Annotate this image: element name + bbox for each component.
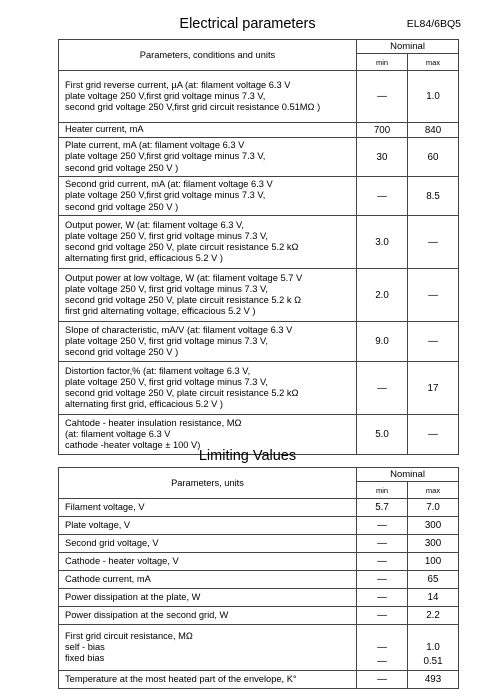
parameter-text: Filament voltage, V [65, 501, 145, 512]
parameter-text: second grid voltage 250 V,first grid circuit resistance 0.51MΩ ) [65, 102, 321, 113]
parameter-text: second grid voltage 250 V, plate circuit resistance 5.2 k Ω [65, 295, 302, 305]
limiting-values-title: Limiting Values [198, 448, 297, 464]
parameter-cell [59, 269, 357, 322]
value-min: — [357, 535, 408, 553]
value-min [357, 625, 408, 671]
value-min: — [357, 177, 408, 216]
parameter-text: Second grid voltage, V [65, 537, 159, 548]
value-max: 2.2 [408, 607, 459, 625]
parameter-text: plate voltage 250 V,first grid voltage minus 7.3 V, [65, 151, 266, 162]
parameter-text: Cathode - heater voltage, V [65, 555, 179, 566]
column-header-nominal: Nominal [357, 40, 459, 54]
value-min: — [357, 362, 408, 415]
value-text [357, 627, 407, 641]
value-min: 5.7 [357, 499, 408, 517]
table-row [59, 177, 459, 216]
value-min: 2.0 [357, 269, 408, 322]
parameter-text: plate voltage 250 V, first grid voltage minus 7.3 V, [65, 283, 268, 294]
value-max: — [408, 269, 459, 322]
value-max: 493 [408, 671, 459, 689]
parameter-cell [59, 499, 357, 517]
table-row [59, 625, 459, 671]
parameter-cell [59, 625, 357, 671]
parameter-text: first grid alternating voltage, efficacious 5.2 V ) [65, 306, 256, 317]
parameter-text: Cahtode - heater insulation resistance, MΩ [65, 417, 242, 428]
parameter-text: Plate voltage, V [65, 519, 131, 530]
table-row [59, 589, 459, 607]
parameter-cell [59, 517, 357, 535]
value-max: 300 [408, 517, 459, 535]
parameter-cell [59, 589, 357, 607]
value-min: — [357, 607, 408, 625]
table-row [59, 571, 459, 589]
table-row [59, 138, 459, 177]
value-text: — [377, 655, 387, 667]
column-header-parameters: Parameters, conditions and units [59, 40, 357, 71]
value-min: — [357, 671, 408, 689]
parameter-cell [59, 535, 357, 553]
limiting-values-table [58, 467, 459, 689]
parameter-text: (at: filament voltage 6.3 V [65, 428, 171, 439]
table-row [59, 269, 459, 322]
value-text: 1.0 [426, 641, 440, 653]
parameter-text: Power dissipation at the second grid, W [65, 609, 229, 620]
parameter-cell [59, 138, 357, 177]
value-max: 14 [408, 589, 459, 607]
page-title: Electrical parameters [179, 16, 316, 32]
parameter-text: Distortion factor,% (at: filament voltage 6.3 V, [65, 365, 251, 376]
parameter-text: alternating first grid, efficacious 5.2 V ) [65, 399, 223, 410]
table-row [59, 362, 459, 415]
parameter-text: Second grid current, mA (at: filament voltage 6.3 V [65, 179, 273, 190]
value-min: — [357, 517, 408, 535]
value-max: 17 [408, 362, 459, 415]
parameter-text: First grid circuit resistance, MΩ [65, 630, 193, 641]
parameter-text: Power dissipation at the plate, W [65, 591, 201, 602]
model-code: EL84/6BQ5 [406, 18, 461, 30]
value-min: — [357, 571, 408, 589]
column-header-min: min [357, 54, 408, 71]
value-max: 100 [408, 553, 459, 571]
table-row [59, 517, 459, 535]
parameter-text: Output power, W (at: filament voltage 6.3 V, [65, 219, 244, 230]
parameter-text: fixed bias [65, 653, 105, 664]
value-text: 0.51 [423, 655, 443, 667]
table-row [59, 607, 459, 625]
table-row [59, 535, 459, 553]
column-header-max: max [408, 54, 459, 71]
table-row [59, 671, 459, 689]
parameter-text: plate voltage 250 V, first grid voltage minus 7.3 V, [65, 335, 268, 346]
parameter-cell [59, 571, 357, 589]
column-header-min: min [357, 482, 408, 499]
table-row [59, 216, 459, 269]
parameter-text: plate voltage 250 V,first grid voltage minus 7.3 V, [65, 190, 266, 201]
value-max: 65 [408, 571, 459, 589]
parameter-cell [59, 123, 357, 138]
parameter-cell [59, 322, 357, 362]
table-row [59, 322, 459, 362]
parameter-cell [59, 607, 357, 625]
column-header-max: max [408, 482, 459, 499]
parameter-text: second grid voltage 250 V, plate circuit resistance 5.2 kΩ [65, 242, 299, 252]
value-min: — [357, 553, 408, 571]
parameter-text: second grid voltage 250 V ) [65, 162, 179, 173]
parameter-text: plate voltage 250 V,first grid voltage minus 7.3 V, [65, 90, 266, 101]
value-text [408, 627, 458, 641]
parameter-text: plate voltage 250 V, first grid voltage minus 7.3 V, [65, 230, 268, 241]
value-text: — [377, 641, 387, 653]
parameter-text: alternating first grid, efficacious 5.2 V ) [65, 253, 223, 264]
value-min: 9.0 [357, 322, 408, 362]
table-row [59, 553, 459, 571]
parameter-cell [59, 362, 357, 415]
value-min: 30 [357, 138, 408, 177]
value-min: 5.0 [357, 415, 408, 455]
value-min: 3.0 [357, 216, 408, 269]
table-row [59, 71, 459, 123]
electrical-parameters-table [58, 39, 459, 455]
value-min: 700 [357, 123, 408, 138]
parameter-text: First grid reverse current, µA (at: filament voltage 6.3 V [65, 79, 291, 90]
parameter-cell [59, 71, 357, 123]
parameter-text: second grid voltage 250 V ) [65, 347, 179, 358]
table-row [59, 123, 459, 138]
parameter-text: second grid voltage 250 V ) [65, 201, 179, 212]
parameter-text: Plate current, mA (at: filament voltage 6.3 V [65, 140, 245, 151]
value-max: — [408, 322, 459, 362]
value-max: 8.5 [408, 177, 459, 216]
value-max: 60 [408, 138, 459, 177]
parameter-text: Cathode current, mA [65, 573, 151, 584]
value-max [408, 625, 459, 671]
column-header-parameters: Parameters, units [59, 468, 357, 499]
parameter-text: Temperature at the most heated part of the envelope, K° [65, 673, 297, 684]
value-max: 7.0 [408, 499, 459, 517]
value-max: 300 [408, 535, 459, 553]
parameter-text: Heater current, mA [65, 124, 144, 135]
value-max: — [408, 415, 459, 455]
parameter-text: plate voltage 250 V, first grid voltage minus 7.3 V, [65, 376, 268, 387]
parameter-text: cathode -heater voltage ± 100 V) [65, 440, 201, 451]
value-max: 840 [408, 123, 459, 138]
parameter-cell [59, 553, 357, 571]
parameter-text: Output power at low voltage, W (at: filament voltage 5.7 V [65, 272, 303, 283]
parameter-cell [59, 216, 357, 269]
value-max: 1.0 [408, 71, 459, 123]
parameter-text: self - bias [65, 641, 105, 652]
parameter-cell [59, 671, 357, 689]
parameter-text: second grid voltage 250 V, plate circuit resistance 5.2 kΩ [65, 388, 299, 398]
column-header-nominal: Nominal [357, 468, 459, 482]
table-row [59, 499, 459, 517]
value-min: — [357, 589, 408, 607]
value-max: — [408, 216, 459, 269]
parameter-cell [59, 177, 357, 216]
value-min: — [357, 71, 408, 123]
parameter-text: Slope of characteristic, mA/V (at: filament voltage 6.3 V [65, 324, 293, 335]
